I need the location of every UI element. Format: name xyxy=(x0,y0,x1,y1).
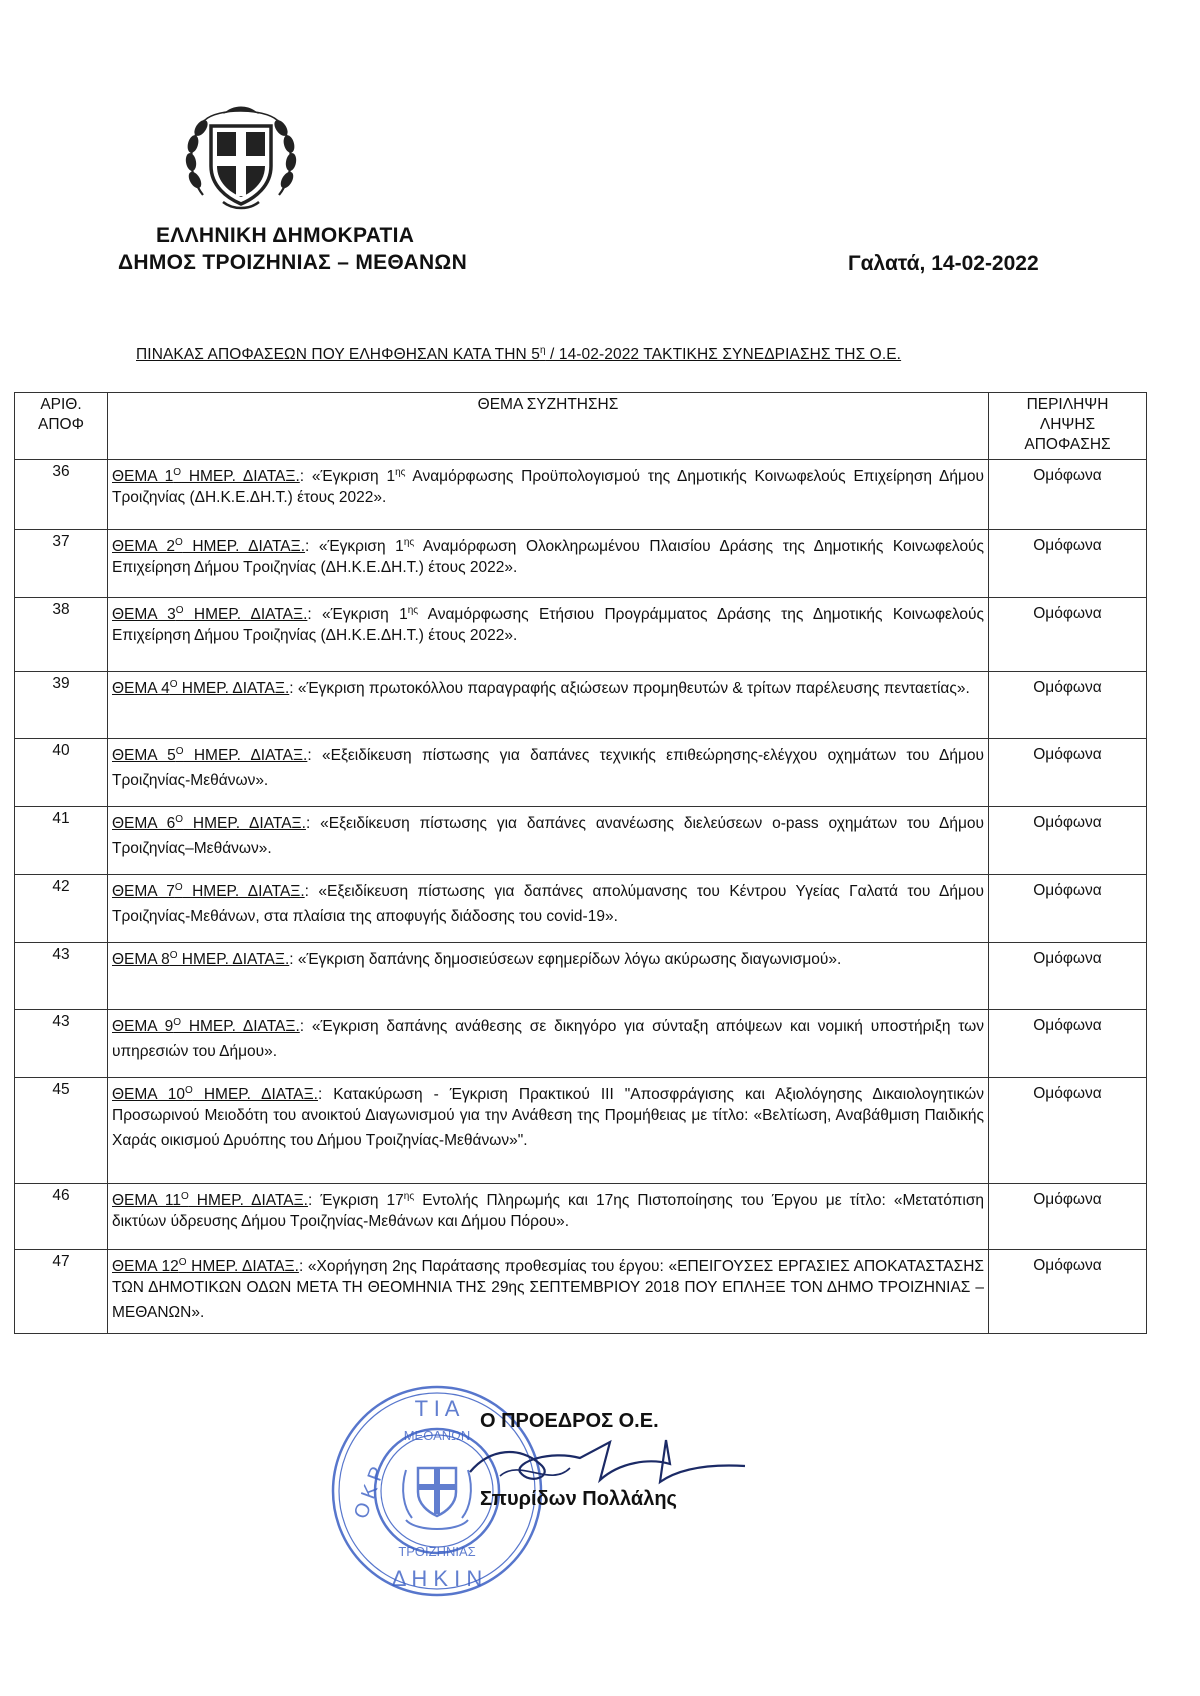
topic-text-start: : Κατακύρωση - Έγκριση Πρακτικού ΙΙΙ "Αποσφράγισης και Αξιολόγησης Δικαιολογητικών Προσωρινού Μειοδότη του ανοικτού Διαγωνισμού για την Ανάθεση της Προμήθειας με τίτλο: «Βελτίωση, Αναβάθμιση Παιδικής Χαράς οικισμού Δρυόπης του Δήμου Τροιζηνίας-Μεθάνων»". xyxy=(112,1086,985,1150)
title-before: ΠΙΝΑΚΑΣ ΑΠΟΦΑΣΕΩΝ ΠΟΥ ΕΛΗΦΘΗΣΑΝ ΚΑΤΑ ΤΗΝ 5 xyxy=(136,346,540,364)
topic-text-start: : «Εξειδίκευση πίστωσης για δαπάνες απολύμανσης του Κέντρου Υγείας Γαλατά του Δήμου Τροιζηνίας-Μεθάνων, στα πλαίσια της αποφυγής διάδοσης του covid-19». xyxy=(112,883,984,926)
signatory-name: Σπυρίδων Πολλάλης xyxy=(480,1488,677,1510)
agenda-item-sup: Ο xyxy=(185,1085,193,1096)
decision-result: Ομόφωνα xyxy=(989,672,1147,739)
agenda-item-label: ΘΕΜΑ 4 xyxy=(112,680,170,698)
topic-text-rest: Εντολής Πληρωμής και 17ης Πιστοποίησης του Έργου με τίτλο: «Μετατόπιση δικτύων ύδρευσης Δήμου Τροιζηνίας-Μεθάνων και Δήμου Πόρου». xyxy=(112,1192,985,1231)
decision-number: 40 xyxy=(15,739,108,807)
decision-number: 38 xyxy=(15,598,108,672)
decision-number: 41 xyxy=(15,807,108,875)
document-title xyxy=(136,345,901,364)
table-row xyxy=(15,875,1147,943)
agenda-item-sup: Ο xyxy=(169,950,178,961)
header-decision-number xyxy=(15,393,108,460)
decision-topic xyxy=(108,598,989,672)
agenda-item-suffix: ΗΜΕΡ. ΔΙΑΤΑΞ. xyxy=(181,1018,300,1036)
decisions-body xyxy=(15,460,1147,1334)
topic-agenda-ref xyxy=(112,1192,308,1209)
agenda-item-label: ΘΕΜΑ 12 xyxy=(112,1258,179,1276)
topic-agenda-ref xyxy=(112,883,305,900)
topic-text-sup: ης xyxy=(407,605,419,616)
table-row xyxy=(15,1078,1147,1184)
decision-result: Ομόφωνα xyxy=(989,1250,1147,1334)
issuer-block xyxy=(118,222,467,276)
agenda-item-label: ΘΕΜΑ 10 xyxy=(112,1086,186,1104)
agenda-item-sup: Ο xyxy=(173,467,182,478)
table-row xyxy=(15,460,1147,530)
agenda-item-suffix: ΗΜΕΡ. ΔΙΑΤΑΞ. xyxy=(182,883,305,901)
svg-text:ΜΕΘΑΝΩΝ: ΜΕΘΑΝΩΝ xyxy=(403,1428,471,1443)
title-after: / 14-02-2022 ΤΑΚΤΙΚΗΣ ΣΥΝΕΔΡΙΑΣΗΣ ΤΗΣ Ο.Ε. xyxy=(545,346,902,364)
decision-result: Ομόφωνα xyxy=(989,739,1147,807)
decision-result: Ομόφωνα xyxy=(989,598,1147,672)
agenda-item-suffix: ΗΜΕΡ. ΔΙΑΤΑΞ. xyxy=(188,1192,308,1210)
agenda-item-label: ΘΕΜΑ 7 xyxy=(112,883,175,901)
agenda-item-label: ΘΕΜΑ 6 xyxy=(112,815,176,833)
greek-state-emblem-icon xyxy=(183,100,299,212)
table-row xyxy=(15,943,1147,1010)
topic-text-rest: Αναμόρφωση Ολοκληρωμένου Πλαισίου Δράσης της Δημοτικής Κοινωφελούς Επιχείρηση Δήμου Τροιζηνίας (ΔΗ.Κ.Ε.ΔΗ.Τ.) έτους 2022». xyxy=(112,538,985,577)
topic-text-sup: ης xyxy=(403,1191,415,1202)
agenda-item-label: ΘΕΜΑ 3 xyxy=(112,606,176,624)
agenda-item-suffix: ΗΜΕΡ. ΔΙΑΤΑΞ. xyxy=(181,468,300,486)
decision-topic xyxy=(108,1078,989,1184)
decision-number: 43 xyxy=(15,1010,108,1078)
topic-text-start: : «Έγκριση 1 xyxy=(299,468,396,486)
table-row xyxy=(15,1010,1147,1078)
decision-topic xyxy=(108,739,989,807)
signature-block xyxy=(480,1410,677,1510)
signatory-title: Ο ΠΡΟΕΔΡΟΣ Ο.Ε. xyxy=(480,1410,659,1432)
topic-text-start: : «Εξειδίκευση πίστωσης για δαπάνες ανανέωσης διελεύσεων o-pass οχημάτων του Δήμου Τροιζηνίας–Μεθάνων». xyxy=(112,815,985,858)
topic-agenda-ref xyxy=(112,815,306,832)
table-row xyxy=(15,1184,1147,1250)
agenda-item-suffix: ΗΜΕΡ. ΔΙΑΤΑΞ. xyxy=(192,1086,318,1104)
decision-topic xyxy=(108,530,989,598)
decision-topic xyxy=(108,943,989,1010)
topic-text xyxy=(289,951,841,968)
org-municipality: ΔΗΜΟΣ ΤΡΟΙΖΗΝΙΑΣ – ΜΕΘΑΝΩΝ xyxy=(118,251,468,274)
topic-text-start: : «Έγκριση δαπάνης ανάθεσης σε δικηγόρο για σύνταξη απόψεων και νομική υποστήριξη των υπηρεσιών του Δήμου». xyxy=(112,1018,985,1061)
topic-text-start: : «Έγκριση 1 xyxy=(307,606,408,624)
title-sup: η xyxy=(539,345,546,356)
agenda-item-label: ΘΕΜΑ 9 xyxy=(112,1018,174,1036)
decision-result: Ομόφωνα xyxy=(989,1078,1147,1184)
agenda-item-label: ΘΕΜΑ 1 xyxy=(112,468,174,486)
header-result-line1: ΠΕΡΙΛΗΨΗ xyxy=(1026,396,1109,413)
topic-agenda-ref xyxy=(112,951,289,968)
agenda-item-sup: Ο xyxy=(180,1191,189,1202)
agenda-item-sup: Ο xyxy=(178,1257,187,1268)
table-row xyxy=(15,672,1147,739)
decision-number: 46 xyxy=(15,1184,108,1250)
topic-text-start: : «Χορήγηση 2ης Παράτασης προθεσμίας του έργου: «ΕΠΕΙΓΟΥΣΕΣ ΕΡΓΑΣΙΕΣ ΑΠΟΚΑΤΑΣΤΑΣΗΣ ΤΩΝ ΔΗΜΟΤΙΚΩΝ ΟΔΩΝ ΜΕΤΑ ΤΗ ΘΕΟΜΗΝΙΑ ΤΗΣ 29ης ΣΕΠΤΕΜΒΡΙΟΥ 2018 ΠΟΥ ΕΠΛΗΞΕ ΤΟΝ ΔΗΜΟ ΤΡΟΙΖΗΝΙΑΣ – ΜΕΘΑΝΩΝ». xyxy=(112,1258,984,1322)
agenda-item-sup: Ο xyxy=(175,746,184,757)
header-num-line2: ΑΠΟΦ xyxy=(38,416,84,433)
decision-number: 36 xyxy=(15,460,108,530)
table-row xyxy=(15,807,1147,875)
decision-topic xyxy=(108,875,989,943)
agenda-item-suffix: ΗΜΕΡ. ΔΙΑΤΑΞ. xyxy=(183,747,308,765)
topic-text-start: : «Έγκριση πρωτοκόλλου παραγραφής αξιώσεων προμηθευτών & τρίτων παρέλευσης πενταετίας». xyxy=(289,680,970,698)
svg-text:Δ Η Κ Ι Ν: Δ Η Κ Ι Ν xyxy=(391,1566,483,1591)
org-country: ΕΛΛΗΝΙΚΗ ΔΗΜΟΚΡΑΤΙΑ xyxy=(156,224,415,247)
header-num-line1: ΑΡΙΘ. xyxy=(40,396,82,413)
decision-result: Ομόφωνα xyxy=(989,460,1147,530)
agenda-item-sup: Ο xyxy=(175,814,184,825)
topic-text-start: : «Εξειδίκευση πίστωσης για δαπάνες τεχνικής επιθεώρησης-ελέγχου οχημάτων του Δήμου Τροιζηνίας-Μεθάνων». xyxy=(112,747,985,790)
topic-text-start: : «Έγκριση δαπάνης δημοσιεύσεων εφημερίδων λόγω ακύρωσης διαγωνισμού». xyxy=(289,951,842,969)
agenda-item-sup: Ο xyxy=(169,679,178,690)
decision-topic xyxy=(108,672,989,739)
decision-topic xyxy=(108,460,989,530)
agenda-item-label: ΘΕΜΑ 11 xyxy=(112,1192,181,1210)
agenda-item-label: ΘΕΜΑ 5 xyxy=(112,747,176,765)
topic-agenda-ref xyxy=(112,1018,300,1035)
agenda-item-sup: Ο xyxy=(175,605,184,616)
topic-agenda-ref xyxy=(112,468,300,485)
agenda-item-suffix: ΗΜΕΡ. ΔΙΑΤΑΞ. xyxy=(177,680,290,698)
decision-result: Ομόφωνα xyxy=(989,530,1147,598)
header-topic: ΘΕΜΑ ΣΥΖΗΤΗΣΗΣ xyxy=(108,393,989,460)
agenda-item-suffix: ΗΜΕΡ. ΔΙΑΤΑΞ. xyxy=(183,815,306,833)
topic-agenda-ref xyxy=(112,680,289,697)
topic-text-start: : «Έγκριση 1 xyxy=(305,538,404,556)
table-row xyxy=(15,739,1147,807)
topic-agenda-ref xyxy=(112,538,305,555)
agenda-item-suffix: ΗΜΕΡ. ΔΙΑΤΑΞ. xyxy=(177,951,290,969)
decision-number: 45 xyxy=(15,1078,108,1184)
decision-number: 37 xyxy=(15,530,108,598)
topic-text xyxy=(289,680,970,697)
svg-text:ΤΡΟΙΖΗΝΙΑΣ: ΤΡΟΙΖΗΝΙΑΣ xyxy=(398,1544,476,1559)
header-result xyxy=(989,393,1147,460)
agenda-item-suffix: ΗΜΕΡ. ΔΙΑΤΑΞ. xyxy=(186,1258,299,1276)
svg-text:Τ Ι Α: Τ Ι Α xyxy=(414,1396,460,1421)
decision-result: Ομόφωνα xyxy=(989,1010,1147,1078)
header-result-line3: ΑΠΟΦΑΣΗΣ xyxy=(1024,436,1111,453)
decision-result: Ομόφωνα xyxy=(989,875,1147,943)
document-date: Γαλατά, 14-02-2022 xyxy=(848,252,1039,275)
agenda-item-sup: Ο xyxy=(174,537,183,548)
table-row xyxy=(15,530,1147,598)
svg-text:Ο Κ Ρ: Ο Κ Ρ xyxy=(350,1464,389,1522)
decision-topic xyxy=(108,1010,989,1078)
decision-number: 47 xyxy=(15,1250,108,1334)
topic-text-sup: ης xyxy=(403,537,415,548)
decision-topic xyxy=(108,1250,989,1334)
agenda-item-sup: Ο xyxy=(174,882,183,893)
table-row xyxy=(15,1250,1147,1334)
agenda-item-suffix: ΗΜΕΡ. ΔΙΑΤΑΞ. xyxy=(182,538,306,556)
table-row xyxy=(15,598,1147,672)
decision-topic xyxy=(108,1184,989,1250)
decision-result: Ομόφωνα xyxy=(989,1184,1147,1250)
decision-number: 42 xyxy=(15,875,108,943)
agenda-item-label: ΘΕΜΑ 2 xyxy=(112,538,175,556)
decision-result: Ομόφωνα xyxy=(989,807,1147,875)
decisions-table xyxy=(14,392,1147,1334)
decision-result: Ομόφωνα xyxy=(989,943,1147,1010)
agenda-item-label: ΘΕΜΑ 8 xyxy=(112,951,170,969)
header-result-line2: ΛΗΨΗΣ xyxy=(1039,416,1096,433)
topic-agenda-ref xyxy=(112,747,307,764)
topic-agenda-ref xyxy=(112,1258,299,1275)
topic-text-start: : Έγκριση 17 xyxy=(308,1192,404,1210)
agenda-item-sup: Ο xyxy=(173,1017,182,1028)
agenda-item-suffix: ΗΜΕΡ. ΔΙΑΤΑΞ. xyxy=(183,606,308,624)
topic-text-rest: Αναμόρφωσης Προϋπολογισμού της Δημοτικής Κοινωφελούς Επιχείρηση Δήμου Τροιζηνίας (ΔΗ.Κ.Ε.ΔΗ.Τ.) έτους 2022». xyxy=(112,468,984,507)
table-header-row xyxy=(15,393,1147,460)
decision-number: 39 xyxy=(15,672,108,739)
topic-text-rest: Αναμόρφωσης Ετήσιου Προγράμματος Δράσης της Δημοτικής Κοινωφελούς Επιχείρηση Δήμου Τροιζηνίας (ΔΗ.Κ.Ε.ΔΗ.Τ.) έτους 2022». xyxy=(112,606,984,645)
topic-agenda-ref xyxy=(112,606,307,623)
topic-agenda-ref xyxy=(112,1086,318,1103)
decision-number: 43 xyxy=(15,943,108,1010)
decision-topic xyxy=(108,807,989,875)
topic-text-sup: ης xyxy=(395,467,406,478)
